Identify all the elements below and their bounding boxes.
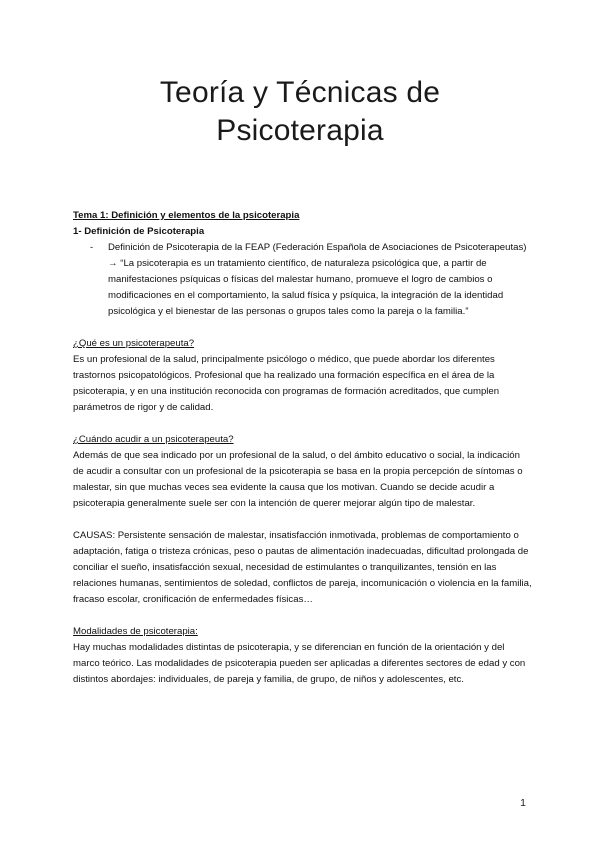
- question-heading-cuando-acudir: ¿Cuándo acudir a un psicoterapeuta?: [73, 434, 234, 445]
- page-number: 1: [520, 797, 526, 809]
- paragraph-causas: CAUSAS: Persistente sensación de malestar, insatisfacción inmotivada, problemas de comportamiento o adaptación, fatiga o tristeza crónicas, peso o pautas de alimentación inadecuadas, dificultad prolongada de conciliar el sueño, insatisfacción sexual, necesidad de estimulantes o tranquilizantes, tensión en las relaciones humanas, sentimientos de soledad, conflictos de pareja, incomunicación o violencia en la familia, fracaso escolar, cronificación de enfermedades físicas…: [73, 530, 532, 605]
- paragraph-cuando-acudir: Además de que sea indicado por un profesional de la salud, o del ámbito educativo o social, la indicación de acudir a consultar con un profesional de la psicoterapia se basa en la propia percepción de síntomas o malestar, sin que muchas veces sea evidente la causa que los motivan. Cuando se decide acudir a psicoterapia generalmente suele ser con la intención de querer mejorar algún tipo de malestar.: [73, 450, 523, 509]
- heading-modalidades: Modalidades de psicoterapia:: [73, 626, 198, 637]
- document-title: [0, 74, 600, 150]
- bullet-item: [73, 240, 533, 320]
- bullet-text: Definición de Psicoterapia de la FEAP (Federación Española de Asociaciones de Psicoterapeutas) → “La psicoterapia es un tratamiento científico, de naturaleza psicológica que, a partir de manifestaciones psíquicas o físicas del malestar humano, promueve el logro de cambios o modificaciones en el comportamiento, la salud física y psíquica, la integración de la identidad psicológica y el bienestar de las personas o grupos tales como la pareja o la familia.”: [108, 242, 527, 317]
- title-line-2: Psicoterapia: [216, 114, 384, 147]
- document-body: [73, 208, 533, 688]
- paragraph-psicoterapeuta: Es un profesional de la salud, principalmente psicólogo o médico, que puede abordar los diferentes trastornos psicopatológicos. Profesional que ha realizado una formación específica en el área de la psicoterapia, y en una institución reconocida con programas de formación acreditados, que cumplen parámetros de rigor y de calidad.: [73, 354, 500, 413]
- paragraph-modalidades: Hay muchas modalidades distintas de psicoterapia, y se diferencian en función de la orientación y del marco teórico. Las modalidades de psicoterapia pueden ser aplicadas a diferentes sectores de edad y con distintos abordajes: individuales, de pareja y familia, de grupo, de niños y adolescentes, etc.: [73, 642, 526, 685]
- section-subheading: 1- Definición de Psicoterapia: [73, 226, 205, 237]
- bullet-marker: -: [90, 242, 94, 253]
- section-heading: Tema 1: Definición y elementos de la psicoterapia: [73, 210, 300, 221]
- title-line-1: Teoría y Técnicas de: [159, 76, 441, 109]
- question-heading-psicoterapeuta: ¿Qué es un psicoterapeuta?: [73, 338, 195, 349]
